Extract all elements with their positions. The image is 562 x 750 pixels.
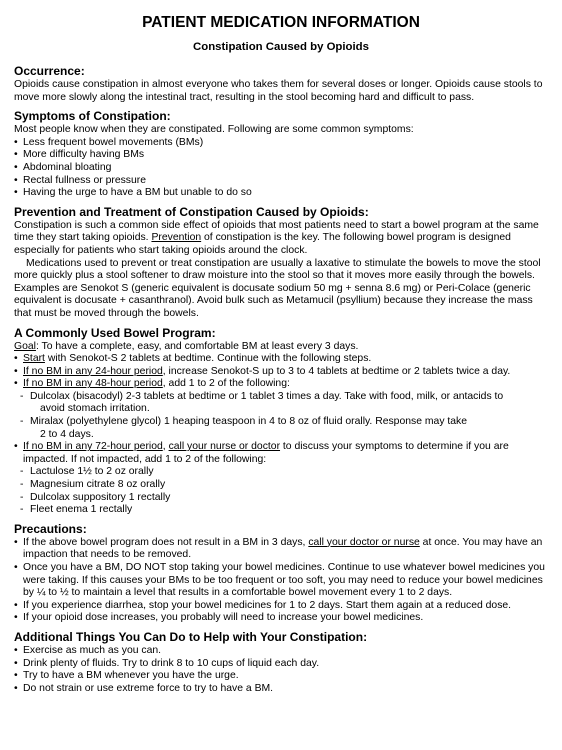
list-item: • Once you have a BM, DO NOT stop taking your bowel medicines. Continue to use whatever bowel medicines you were taking. If this causes your BMs to be too frequent or too soft, you may need to reduce your bowel medicines by ¼ to ½ to maintain a level that results in a comfortable bowel movement every 1 to 2 days. — [14, 562, 548, 600]
step-text: to discuss your symptoms to determine if you are impacted. If not impacted, add 1 to 2 of the following: — [23, 441, 509, 465]
list-item — [14, 416, 548, 441]
prevention-paragraph-2: Medications used to prevent or treat constipation are usually a laxative to stimulate the bowels to move the stool more quickly plus a stool softener to draw moisture into the stool so that it moves more easily through the bowels. Examples are Senokot S (generic equivalent is docusate sodium 50 mg + senna 8.6 mg) or Peri-Colace (generic equivalent is docusate + casanthranol). Avoid bulk such as Metamucil (psyllium) because they increase the mass that must be moved through the bowels. — [14, 257, 541, 319]
step-24-hour — [14, 366, 548, 379]
text-span: at once. You may have an impaction that needs to be removed. — [23, 536, 543, 561]
step-label: If no BM in any 24-hour period — [23, 365, 163, 377]
occurrence-section — [14, 64, 548, 104]
list-item: - Lactulose 1½ to 2 oz orally — [14, 466, 548, 479]
list-item: - Fleet enema 1 rectally — [14, 504, 548, 517]
bowel-program-heading: A Commonly Used Bowel Program: — [14, 325, 216, 340]
step-72-options — [14, 466, 548, 516]
call-nurse-emphasis: call your nurse or doctor — [168, 441, 281, 453]
step-label: If no BM in any 72-hour period — [23, 441, 163, 453]
goal-label: Goal — [14, 340, 36, 352]
additional-list — [14, 645, 548, 695]
call-doctor-emphasis: call your doctor or nurse — [308, 536, 420, 548]
goal-text: : To have a complete, easy, and comfortable BM at least every 3 days. — [35, 340, 359, 352]
list-item: • Do not strain or use extreme force to try to have a BM. — [14, 683, 548, 696]
step-48-hour — [14, 378, 548, 391]
occurrence-text: Opioids cause constipation in almost everyone who takes them for several doses or longer. Opioids cause stools to move more slowly along the intestinal tract, resulting in the stool becoming hard and difficult to pass. — [14, 79, 543, 103]
option-text: Miralax (polyethylene glycol) 1 heaping teaspoon in 4 to 8 oz of fluid orally. Response may take — [30, 416, 468, 428]
text-span: If the above bowel program does not result in a BM in 3 days, — [23, 536, 309, 548]
option-text-continued: avoid stomach irritation. — [40, 403, 150, 415]
symptoms-list — [14, 137, 548, 200]
option-text-continued: 2 to 4 days. — [40, 428, 94, 440]
prevention-emphasis: Prevention — [151, 232, 202, 244]
list-item: • Exercise as much as you can. — [14, 645, 548, 658]
list-item: • Drink plenty of fluids. Try to drink 8 to 10 cups of liquid each day. — [14, 658, 548, 671]
option-text: Dulcolax (bisacodyl) 2-3 tablets at bedtime or 1 tablet 3 times a day. Take with food, milk, or antacids to — [30, 390, 504, 402]
step-label: Start — [23, 353, 45, 365]
list-item: - Magnesium citrate 8 oz orally — [14, 479, 548, 492]
precautions-list — [14, 537, 548, 625]
symptoms-intro: Most people know when they are constipated. Following are some common symptoms: — [14, 124, 414, 136]
step-label: If no BM in any 48-hour period — [23, 378, 163, 390]
step-text: with Senokot-S 2 tablets at bedtime. Continue with the following steps. — [44, 353, 372, 365]
page-title: PATIENT MEDICATION INFORMATION — [142, 14, 420, 31]
symptoms-heading: Symptoms of Constipation: — [14, 109, 171, 124]
step-72-hour — [14, 441, 548, 466]
text-span: of constipation is the key. The following bowel program is designed especially for patients who start taking opioids around the clock. — [14, 232, 511, 256]
step-text: , add 1 to 2 of the following: — [162, 378, 290, 390]
additional-heading: Additional Things You Can Do to Help with Your Constipation: — [14, 629, 368, 644]
list-item: • Having the urge to have a BM but unable to do so — [14, 187, 548, 200]
list-item: - Dulcolax suppository 1 rectally — [14, 492, 548, 505]
list-item: • Less frequent bowel movements (BMs) — [14, 137, 548, 150]
prevention-section — [14, 205, 548, 321]
prevention-paragraph-1 — [14, 220, 548, 258]
list-item — [14, 537, 548, 562]
list-item — [14, 391, 548, 416]
precautions-heading: Precautions: — [14, 521, 87, 536]
step-text: , — [162, 441, 169, 453]
additional-section — [14, 630, 548, 695]
page-subtitle: Constipation Caused by Opioids — [193, 41, 369, 53]
step-48-options — [14, 391, 548, 441]
occurrence-heading: Occurrence: — [14, 64, 85, 78]
list-item: • Try to have a BM whenever you have the urge. — [14, 670, 548, 683]
precautions-section — [14, 522, 548, 625]
list-item: • Rectal fullness or pressure — [14, 175, 548, 188]
text-span: Constipation is such a common side effect of opioids that most patients need to start a bowel program at the same time they start taking opioids. — [14, 219, 539, 244]
step-text: , increase Senokot-S up to 3 to 4 tablets at bedtime or 2 tablets twice a day. — [162, 365, 511, 377]
list-item: • Abdominal bloating — [14, 162, 548, 175]
list-item: • If your opioid dose increases, you probably will need to increase your bowel medicines. — [14, 612, 548, 625]
program-steps — [14, 353, 548, 391]
program-steps-continued — [14, 441, 548, 466]
program-goal — [14, 341, 548, 354]
list-item: • More difficulty having BMs — [14, 149, 548, 162]
step-start — [14, 353, 548, 366]
symptoms-section — [14, 109, 548, 200]
bowel-program-section — [14, 326, 548, 517]
list-item: • If you experience diarrhea, stop your bowel medicines for 1 to 2 days. Start them again at a reduced dose. — [14, 600, 548, 613]
prevention-heading: Prevention and Treatment of Constipation Caused by Opioids: — [14, 204, 369, 219]
